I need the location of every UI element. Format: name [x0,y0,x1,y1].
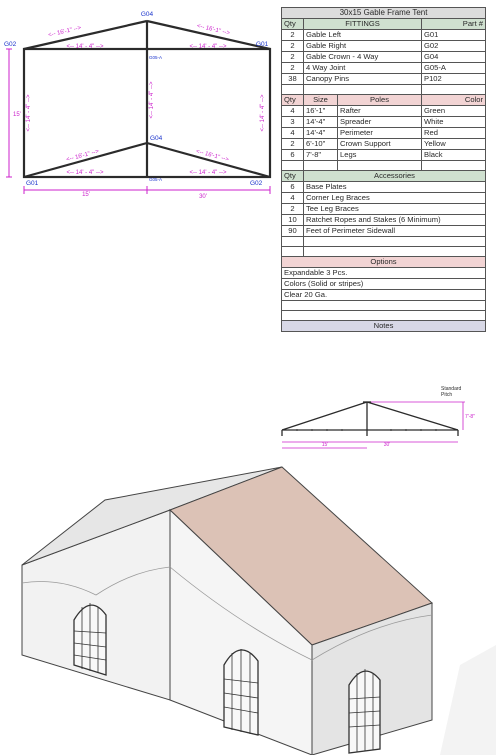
watermark-shape [440,645,496,755]
pitch-total: 30' [383,442,391,448]
dim-rafter-br: <-- 16'-1" --> [195,148,230,164]
table-row: 4 14'-4" Perimeter Red [282,128,486,139]
node-label-g05a-mid: G05-A [149,55,163,60]
notes-header: Notes [282,321,486,332]
table-row: 10 Ratchet Ropes and Stakes (6 Minimum) [282,215,486,226]
dim-spreader-tr: <-- 14' - 4" --> [189,44,227,50]
dimension-lines [6,49,270,194]
dim-half-length: 15' [82,192,90,198]
standard-pitch-diagram [275,380,475,455]
dim-overall-length: 30' [199,194,207,200]
tent-3d-illustration [0,455,496,755]
node-label-g01-bl: G01 [26,180,39,187]
poles-header: Qty Size Poles Color [282,95,486,106]
table-row: Clear 20 Ga. [282,290,486,301]
table-row: 2 Gable Right G02 [282,41,486,52]
frame-lines [24,21,270,177]
table-row: 2 Gable Crown - 4 Way G04 [282,52,486,63]
pitch-label-line2: Pitch [441,392,453,398]
table-row: 2 6'-10" Crown Support Yellow [282,139,486,150]
dim-rafter-tl: <-- 16'-1" --> [47,25,82,39]
table-title: 30x15 Gable Frame Tent [282,8,486,19]
table-row: 2 Gable Left G01 [282,30,486,41]
frame-plan-diagram [0,0,278,200]
dim-overall-width: 15' [13,112,21,118]
pitch-label-line1: Standard [441,386,462,392]
table-row: 6 Base Plates [282,182,486,193]
table-row: 2 4 Way Joint G05-A [282,63,486,74]
node-label-g04-top: G04 [140,11,154,18]
dim-side-mid: <-- 14' - 4" --> [149,81,155,119]
node-label-g02-br: G02 [250,180,263,187]
dim-spreader-br: <-- 14' - 4" --> [189,170,227,176]
fittings-header: Qty FITTINGS Part # [282,19,486,30]
spec-table [281,7,486,332]
table-row: 3 14'-4" Spreader White [282,117,486,128]
node-label-g01-tr: G01 [256,41,269,48]
dim-rafter-bl: <-- 16'-1" --> [65,148,100,164]
table-row: 6 7'-8" Legs Black [282,150,486,161]
node-label-g04-mid: G04 [150,135,163,142]
dim-side-right: <-- 14' - 4" --> [260,94,266,132]
pitch-frame [282,402,458,436]
table-row: Colors (Solid or stripes) [282,279,486,290]
table-row: 4 Corner Leg Braces [282,193,486,204]
pitch-height: 7'-8" [465,414,475,420]
table-row: 90 Feet of Perimeter Sidewall [282,226,486,237]
accessories-header: Qty Accessories [282,171,486,182]
dim-spreader-bl: <-- 14' - 4" --> [66,170,104,176]
table-row: 2 Tee Leg Braces [282,204,486,215]
node-label-g05a-bot: G05-A [149,177,163,182]
table-row: Expandable 3 Pcs. [282,268,486,279]
table-row: 38 Canopy Pins P102 [282,74,486,85]
table-row: 4 16'-1" Rafter Green [282,106,486,117]
dim-spreader-tl: <-- 14' - 4" --> [66,44,104,50]
dim-rafter-tr: <-- 16'-1" --> [196,23,231,37]
pitch-half: 15' [321,442,329,448]
node-label-g02-tl: G02 [4,41,17,48]
options-header: Options [282,257,486,268]
dim-side-left: <-- 14' - 4" --> [26,94,32,132]
